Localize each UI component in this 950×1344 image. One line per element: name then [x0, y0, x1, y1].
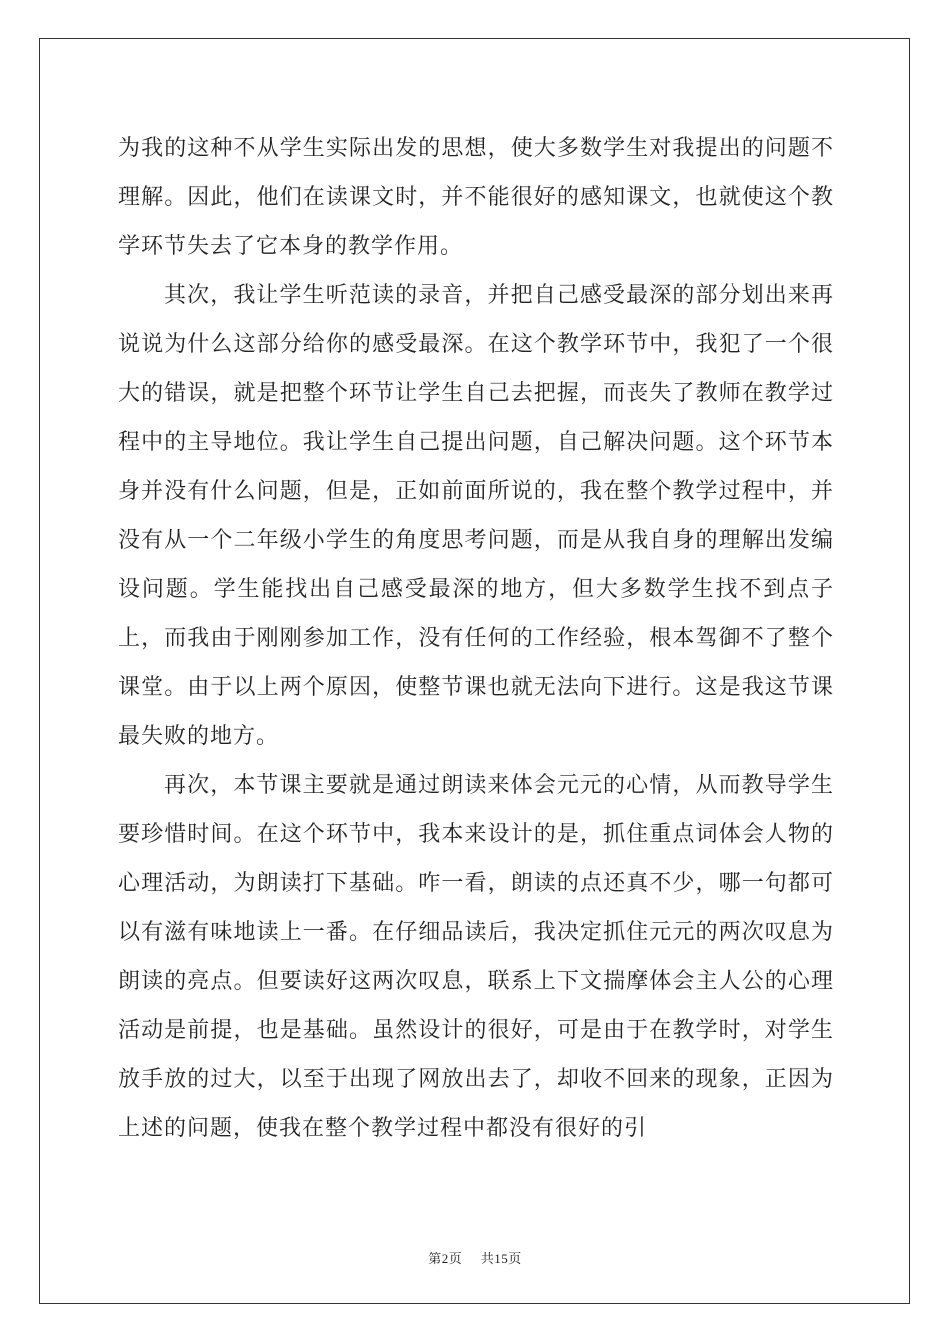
page-prefix: 第 — [428, 1252, 442, 1267]
document-body — [118, 124, 834, 1153]
page-number: 2 — [441, 1251, 449, 1266]
paragraph-3: 再次，本节课主要就是通过朗读来体会元元的心情，从而教导学生要珍惜时间。在这个环节中，我本来设计的是，抓住重点词体会人物的心理活动，为朗读打下基础。咋一看，朗读的点还真不少，哪一句都可以有滋有味地读上一番。在仔细品读后，我决定抓住元元的两次叹息为朗读的亮点。但要读好这两次叹息，联系上下文揣摩体会主人公的心理活动是前提，也是基础。虽然设计的很好，可是由于在教学时，对学生放手放的过大，以至于出现了网放出去了，却收不回来的现象，正因为上述的问题，使我在整个教学过程中都没有很好的引 — [118, 773, 834, 1141]
page-suffix: 页 — [448, 1252, 463, 1267]
page-footer — [0, 1248, 950, 1267]
total-suffix: 页 — [508, 1252, 522, 1267]
total-prefix: 共 — [480, 1252, 495, 1267]
total-pages: 15 — [494, 1251, 509, 1266]
footer-gap — [462, 1252, 481, 1267]
paragraph-2: 其次，我让学生听范读的录音，并把自己感受最深的部分划出来再说说为什么这部分给你的感受最深。在这个教学环节中，我犯了一个很大的错误，就是把整个环节让学生自己去把握，而丧失了教师在教学过程中的主导地位。我让学生自己提出问题，自己解决问题。这个环节本身并没有什么问题，但是，正如前面所说的，我在整个教学过程中，并没有从一个二年级小学生的角度思考问题，而是从我自身的理解出发编设问题。学生能找出自己感受最深的地方，但大多数学生找不到点子上，而我由于刚刚参加工作，没有任何的工作经验，根本驾御不了整个课堂。由于以上两个原因，使整节课也就无法向下进行。这是我这节课最失败的地方。 — [118, 283, 834, 749]
paragraph-1: 为我的这种不从学生实际出发的思想，使大多数学生对我提出的问题不理解。因此，他们在读课文时，并不能很好的感知课文，也就使这个教学环节失去了它本身的教学作用。 — [118, 136, 834, 259]
